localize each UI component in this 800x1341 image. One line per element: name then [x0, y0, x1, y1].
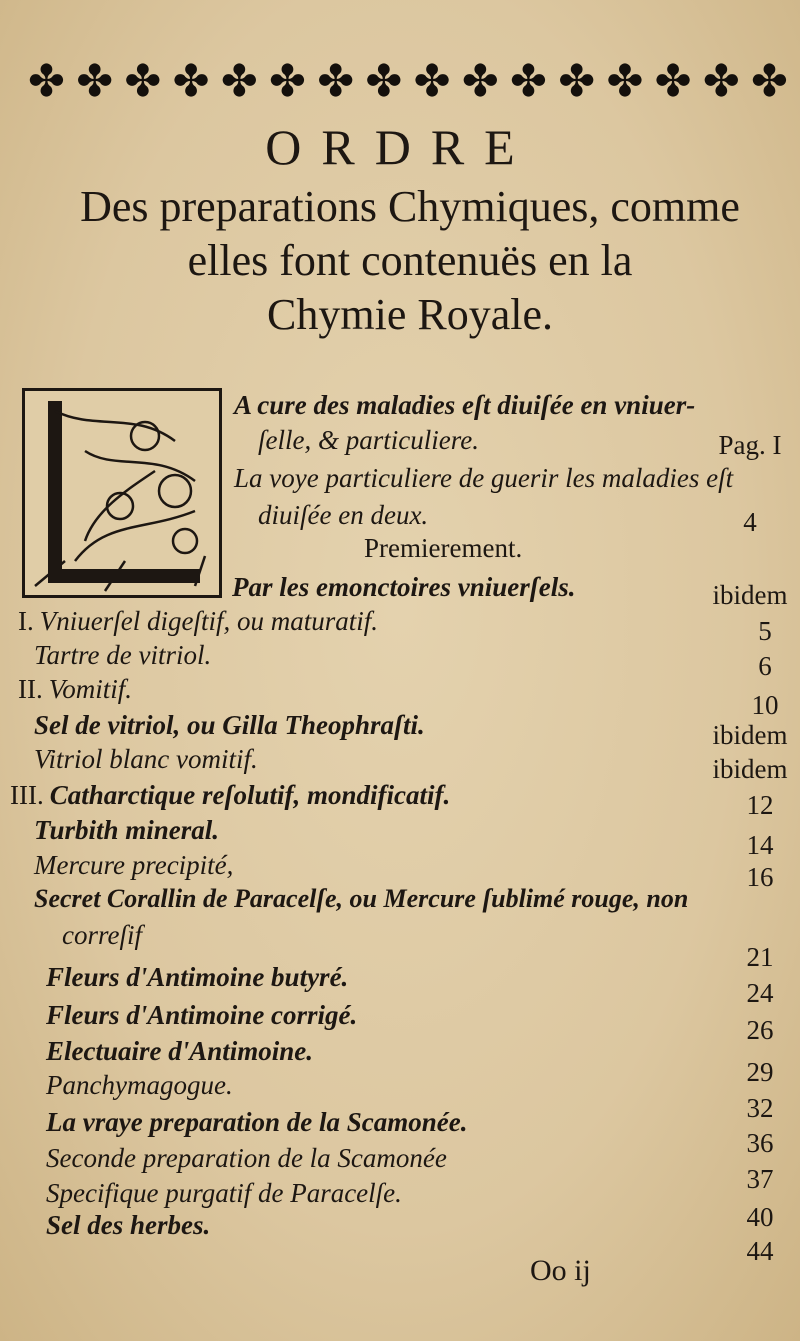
entry-text: Sel de vitriol, ou Gilla Theophraſti. [34, 710, 425, 740]
entry-text: Premierement. [364, 533, 523, 563]
entry-text: ſelle, & particuliere. [258, 425, 479, 455]
fleuron-icon: ✤ [461, 56, 499, 107]
page-signature: Oo ij [530, 1254, 591, 1287]
page-number: 26 [746, 1015, 774, 1045]
fleuron-icon: ✤ [702, 56, 740, 107]
entry-text: Fleurs d'Antimoine corrigé. [46, 1000, 358, 1030]
page-number: 40 [746, 1202, 774, 1232]
fleuron-icon: ✤ [751, 56, 788, 107]
entry-text: diuiſée en deux. [258, 500, 429, 530]
entry-text: La voye particuliere de guerir les maladies eſt [234, 463, 734, 493]
ornament-band [28, 52, 788, 112]
entry-text: Electuaire d'Antimoine. [46, 1036, 314, 1066]
fleuron-icon: ✤ [606, 56, 644, 107]
fleuron-icon: ✤ [510, 56, 547, 107]
page-number: 14 [746, 830, 774, 860]
entry-text: II. Vomitif. [18, 674, 132, 704]
decorated-initial-icon [22, 388, 222, 598]
entry-text: correſif [62, 920, 142, 950]
fleuron-icon: ✤ [269, 56, 306, 107]
subtitle-line: elles font contenuës en la [187, 236, 633, 285]
fleuron-icon: ✤ [365, 56, 403, 107]
entry-text: Vitriol blanc vomitif. [34, 744, 258, 774]
entry-text: Fleurs d'Antimoine butyré. [46, 962, 349, 992]
page-heading: ORDRE [265, 119, 535, 175]
page-number: 24 [746, 978, 774, 1008]
entry-text: Mercure precipité, [34, 850, 234, 880]
page-number: ibidem [712, 754, 788, 784]
entry-text: A cure des maladies eſt diuiſée en vniuer- [234, 390, 696, 420]
subtitle-line: Des preparations Chymiques, comme [80, 182, 740, 231]
page-number: 6 [758, 651, 772, 681]
entry-text: La vraye preparation de la Scamonée. [46, 1107, 468, 1137]
fleuron-icon: ✤ [654, 56, 692, 107]
entry-text: Panchymagogue. [46, 1070, 233, 1100]
page-number: 12 [746, 790, 774, 820]
entry-text: Tartre de vitriol. [34, 640, 212, 670]
page-number: 21 [746, 942, 774, 972]
entry-text: I. Vniuerſel digeſtif, ou maturatif. [18, 606, 378, 636]
fleuron-icon: ✤ [28, 56, 65, 107]
page-number: 16 [746, 862, 774, 892]
entry-text: III. Catharctique reſolutif, mondificatif. [10, 780, 451, 810]
entry-text: Seconde preparation de la Scamonée [46, 1143, 447, 1173]
fleuron-icon: ✤ [172, 56, 210, 107]
page-number: 36 [746, 1128, 774, 1158]
entry-text: Secret Corallin de Paracelſe, ou Mercure ſublimé rouge, non [34, 884, 689, 913]
entry-text: Sel des herbes. [46, 1210, 211, 1240]
page-number: ibidem [712, 580, 788, 610]
entry-text: Specifique purgatif de Paracelſe. [46, 1178, 402, 1208]
entry-text: Par les emonctoires vniuerſels. [232, 572, 576, 602]
page-number: 29 [746, 1057, 774, 1087]
fleuron-icon: ✤ [317, 56, 355, 107]
page-number: 10 [751, 690, 779, 720]
fleuron-icon: ✤ [220, 56, 258, 107]
fleuron-icon: ✤ [76, 56, 114, 107]
page-number: 32 [746, 1093, 774, 1123]
page-number: 37 [746, 1164, 774, 1194]
page-subtitle [30, 180, 790, 342]
page-number: 5 [758, 616, 772, 646]
page-number: ibidem [712, 720, 788, 750]
page-number: 4 [743, 507, 757, 537]
fleuron-icon: ✤ [124, 56, 162, 107]
fleuron-icon: ✤ [558, 56, 596, 107]
page-number: 44 [746, 1236, 774, 1266]
page-number: Pag. I [718, 430, 782, 460]
subtitle-line: Chymie Royale. [267, 290, 553, 339]
entry-text: Turbith mineral. [34, 815, 220, 845]
fleuron-icon: ✤ [413, 56, 451, 107]
